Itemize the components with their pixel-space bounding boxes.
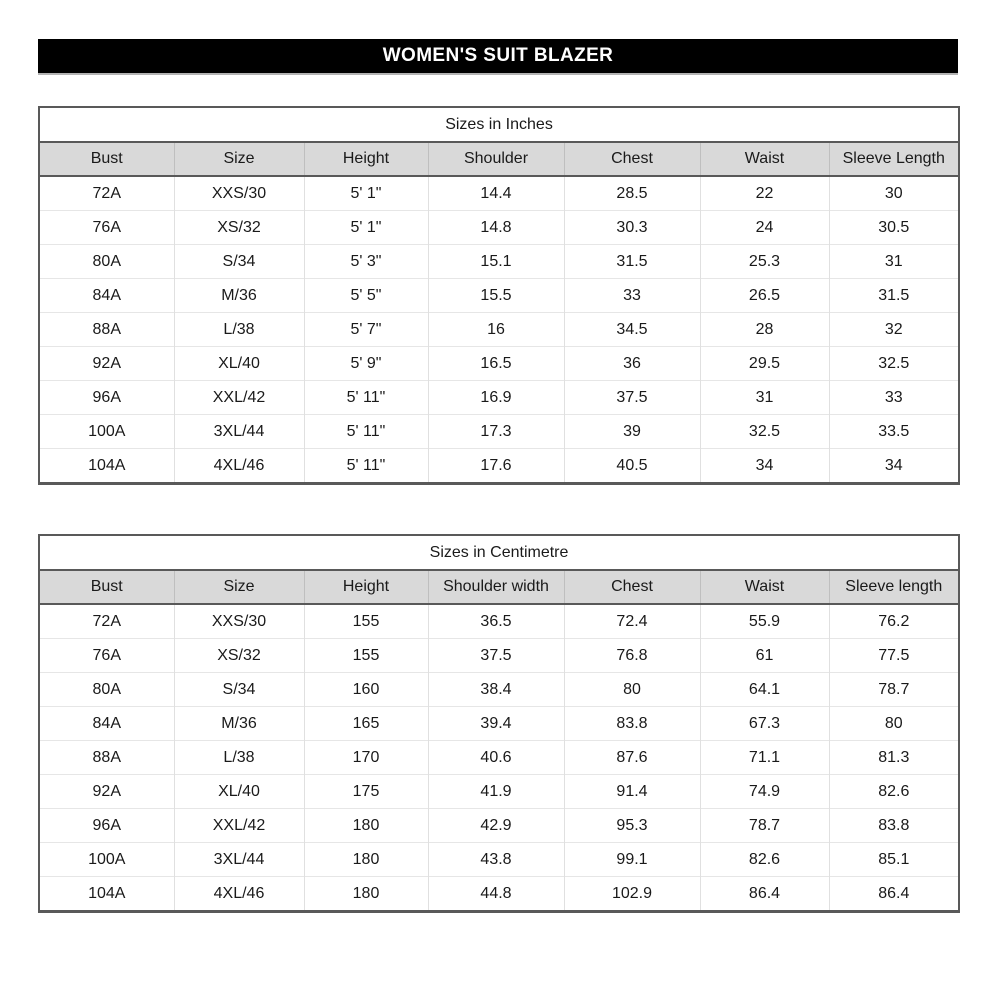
table-cell: 5' 1" xyxy=(304,176,428,211)
column-header: Sleeve length xyxy=(829,570,959,604)
table-cell: 16.9 xyxy=(428,381,564,415)
column-header-row xyxy=(39,142,959,176)
table-row xyxy=(39,381,959,415)
table-cell: 64.1 xyxy=(700,673,829,707)
table-cell: 155 xyxy=(304,639,428,673)
table-row xyxy=(39,741,959,775)
table-cell: 104A xyxy=(39,877,174,912)
table-row xyxy=(39,604,959,639)
column-header: Height xyxy=(304,570,428,604)
table-cell: 96A xyxy=(39,809,174,843)
table-cell: 31 xyxy=(829,245,959,279)
column-header: Height xyxy=(304,142,428,176)
table-cell: 180 xyxy=(304,877,428,912)
table-cell: XXL/42 xyxy=(174,809,304,843)
table-cell: 74.9 xyxy=(700,775,829,809)
table-cell: 14.8 xyxy=(428,211,564,245)
table-row xyxy=(39,347,959,381)
table-cell: L/38 xyxy=(174,741,304,775)
column-header: Waist xyxy=(700,570,829,604)
table-cell: 4XL/46 xyxy=(174,449,304,484)
table-cell: 34 xyxy=(700,449,829,484)
column-header: Size xyxy=(174,142,304,176)
table-cell: 180 xyxy=(304,809,428,843)
table-cell: 104A xyxy=(39,449,174,484)
table-cell: 88A xyxy=(39,313,174,347)
table-cell: 30.5 xyxy=(829,211,959,245)
table-cell: 100A xyxy=(39,843,174,877)
column-header: Bust xyxy=(39,142,174,176)
column-header: Bust xyxy=(39,570,174,604)
table-cell: 15.5 xyxy=(428,279,564,313)
table-cell: 5' 11" xyxy=(304,449,428,484)
column-header: Size xyxy=(174,570,304,604)
table-cell: 38.4 xyxy=(428,673,564,707)
size-table-inches xyxy=(38,106,960,485)
table-cell: 170 xyxy=(304,741,428,775)
table-cell: 5' 5" xyxy=(304,279,428,313)
table-cell: XS/32 xyxy=(174,211,304,245)
size-tables-container xyxy=(38,106,958,913)
table-cell: XS/32 xyxy=(174,639,304,673)
table-cell: 91.4 xyxy=(564,775,700,809)
table-cell: 72A xyxy=(39,176,174,211)
table-title-row xyxy=(39,107,959,142)
table-cell: 84A xyxy=(39,707,174,741)
table-cell: 28 xyxy=(700,313,829,347)
table-cell: 96A xyxy=(39,381,174,415)
product-title: WOMEN'S SUIT BLAZER xyxy=(382,45,614,66)
table-cell: 5' 11" xyxy=(304,381,428,415)
table-cell: 43.8 xyxy=(428,843,564,877)
table-cell: 102.9 xyxy=(564,877,700,912)
product-title-bar xyxy=(38,39,958,73)
table-row xyxy=(39,313,959,347)
table-row xyxy=(39,245,959,279)
table-cell: 26.5 xyxy=(700,279,829,313)
table-cell: 80 xyxy=(829,707,959,741)
table-cell: 72.4 xyxy=(564,604,700,639)
column-header: Chest xyxy=(564,570,700,604)
table-cell: 82.6 xyxy=(700,843,829,877)
table-cell: 5' 1" xyxy=(304,211,428,245)
table-cell: XL/40 xyxy=(174,347,304,381)
table-cell: 3XL/44 xyxy=(174,843,304,877)
table-cell: 28.5 xyxy=(564,176,700,211)
table-row xyxy=(39,176,959,211)
table-cell: 165 xyxy=(304,707,428,741)
table-cell: 3XL/44 xyxy=(174,415,304,449)
table-cell: 155 xyxy=(304,604,428,639)
table-cell: 32.5 xyxy=(700,415,829,449)
table-cell: 39 xyxy=(564,415,700,449)
table-cell: 31 xyxy=(700,381,829,415)
column-header: Shoulder xyxy=(428,142,564,176)
table-cell: 81.3 xyxy=(829,741,959,775)
table-cell: 175 xyxy=(304,775,428,809)
table-row xyxy=(39,775,959,809)
table-cell: 92A xyxy=(39,775,174,809)
table-cell: 24 xyxy=(700,211,829,245)
table-cell: 30 xyxy=(829,176,959,211)
table-cell: 100A xyxy=(39,415,174,449)
table-cell: 80A xyxy=(39,245,174,279)
table-cell: 88A xyxy=(39,741,174,775)
table-cell: M/36 xyxy=(174,279,304,313)
table-cell: 99.1 xyxy=(564,843,700,877)
table-cell: 44.8 xyxy=(428,877,564,912)
table-cell: 40.5 xyxy=(564,449,700,484)
table-cell: L/38 xyxy=(174,313,304,347)
table-cell: 76A xyxy=(39,639,174,673)
table-cell: 95.3 xyxy=(564,809,700,843)
table-cell: 83.8 xyxy=(829,809,959,843)
table-cell: 80 xyxy=(564,673,700,707)
table-cell: 34.5 xyxy=(564,313,700,347)
table-cell: 40.6 xyxy=(428,741,564,775)
table-cell: 71.1 xyxy=(700,741,829,775)
table-cell: 76.2 xyxy=(829,604,959,639)
table-cell: 5' 11" xyxy=(304,415,428,449)
table-cell: 16.5 xyxy=(428,347,564,381)
table-row xyxy=(39,843,959,877)
size-table-centimetre xyxy=(38,534,960,913)
table-row xyxy=(39,809,959,843)
table-row xyxy=(39,449,959,484)
table-cell: 82.6 xyxy=(829,775,959,809)
table-cell: S/34 xyxy=(174,673,304,707)
table-cell: 72A xyxy=(39,604,174,639)
table-title: Sizes in Centimetre xyxy=(39,535,959,570)
column-header: Waist xyxy=(700,142,829,176)
table-cell: 180 xyxy=(304,843,428,877)
table-cell: 76.8 xyxy=(564,639,700,673)
table-row xyxy=(39,279,959,313)
table-cell: 87.6 xyxy=(564,741,700,775)
table-cell: 85.1 xyxy=(829,843,959,877)
table-cell: 36 xyxy=(564,347,700,381)
column-header-row xyxy=(39,570,959,604)
table-row xyxy=(39,673,959,707)
table-cell: 36.5 xyxy=(428,604,564,639)
table-cell: 5' 9" xyxy=(304,347,428,381)
size-chart-content xyxy=(38,39,958,913)
table-cell: 86.4 xyxy=(829,877,959,912)
table-cell: 17.6 xyxy=(428,449,564,484)
table-row xyxy=(39,877,959,912)
table-cell: 5' 7" xyxy=(304,313,428,347)
table-row xyxy=(39,639,959,673)
table-cell: 78.7 xyxy=(829,673,959,707)
table-cell: 17.3 xyxy=(428,415,564,449)
table-cell: 4XL/46 xyxy=(174,877,304,912)
table-cell: 32.5 xyxy=(829,347,959,381)
table-cell: 32 xyxy=(829,313,959,347)
table-cell: 41.9 xyxy=(428,775,564,809)
table-cell: 31.5 xyxy=(829,279,959,313)
table-cell: 22 xyxy=(700,176,829,211)
table-cell: 76A xyxy=(39,211,174,245)
table-cell: 33 xyxy=(829,381,959,415)
table-cell: M/36 xyxy=(174,707,304,741)
table-cell: 61 xyxy=(700,639,829,673)
table-cell: 42.9 xyxy=(428,809,564,843)
table-cell: 33.5 xyxy=(829,415,959,449)
table-cell: 80A xyxy=(39,673,174,707)
table-cell: 29.5 xyxy=(700,347,829,381)
column-header: Chest xyxy=(564,142,700,176)
table-cell: 25.3 xyxy=(700,245,829,279)
table-cell: 16 xyxy=(428,313,564,347)
table-cell: 55.9 xyxy=(700,604,829,639)
table-cell: 37.5 xyxy=(564,381,700,415)
table-cell: 14.4 xyxy=(428,176,564,211)
table-row xyxy=(39,707,959,741)
table-row xyxy=(39,415,959,449)
table-cell: 86.4 xyxy=(700,877,829,912)
table-cell: 84A xyxy=(39,279,174,313)
table-cell: 5' 3" xyxy=(304,245,428,279)
table-cell: XXS/30 xyxy=(174,604,304,639)
table-cell: 78.7 xyxy=(700,809,829,843)
table-cell: 77.5 xyxy=(829,639,959,673)
table-cell: S/34 xyxy=(174,245,304,279)
column-header: Shoulder width xyxy=(428,570,564,604)
table-cell: 83.8 xyxy=(564,707,700,741)
table-cell: XL/40 xyxy=(174,775,304,809)
table-title: Sizes in Inches xyxy=(39,107,959,142)
table-row xyxy=(39,211,959,245)
table-cell: 67.3 xyxy=(700,707,829,741)
table-cell: 92A xyxy=(39,347,174,381)
table-cell: 15.1 xyxy=(428,245,564,279)
column-header: Sleeve Length xyxy=(829,142,959,176)
table-cell: 31.5 xyxy=(564,245,700,279)
table-cell: XXS/30 xyxy=(174,176,304,211)
table-cell: 34 xyxy=(829,449,959,484)
table-cell: 37.5 xyxy=(428,639,564,673)
table-cell: 30.3 xyxy=(564,211,700,245)
table-cell: 160 xyxy=(304,673,428,707)
table-cell: 33 xyxy=(564,279,700,313)
table-cell: XXL/42 xyxy=(174,381,304,415)
table-title-row xyxy=(39,535,959,570)
table-cell: 39.4 xyxy=(428,707,564,741)
